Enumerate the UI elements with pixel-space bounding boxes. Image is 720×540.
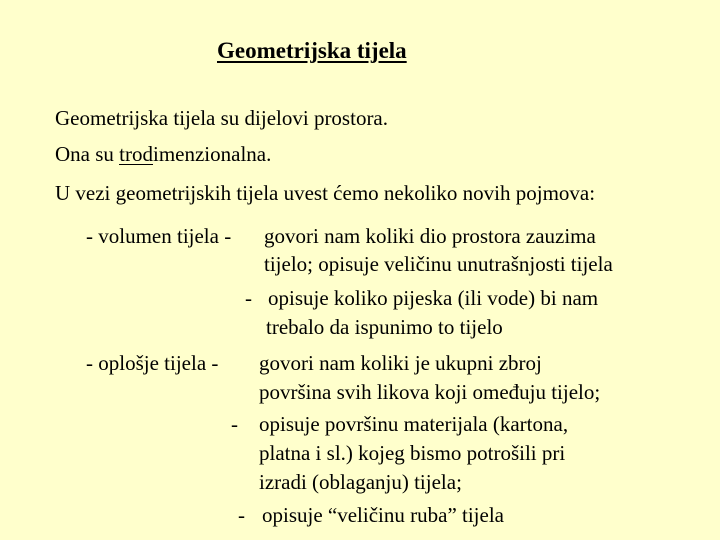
volumen-definition-2-line-1: opisuje koliko pijeska (ili vode) bi nam bbox=[268, 286, 599, 310]
volumen-definition-1-line-2: tijelo; opisuje veličinu unutrašnjosti tijela bbox=[264, 252, 613, 276]
intro-line-2 bbox=[55, 142, 271, 167]
volumen-definition-2-dash: - bbox=[245, 286, 252, 310]
oplosje-definition-2-line-3: izradi (oblaganju) tijela; bbox=[259, 470, 462, 494]
oplosje-definition-1-line-2: površina svih likova koji omeđuju tijelo; bbox=[259, 380, 601, 404]
oplosje-definition-1-line-1: govori nam koliki je ukupni zbroj bbox=[259, 351, 542, 375]
page-title: Geometrijska tijela bbox=[217, 38, 407, 63]
lead-text: U vezi geometrijskih tijela uvest ćemo nekoliko novih pojmova: bbox=[55, 181, 596, 205]
volumen-definition-2-line-2: trebalo da ispunimo to tijelo bbox=[266, 315, 503, 339]
volumen-label: - volumen tijela - bbox=[86, 224, 232, 248]
volumen-definition-1-line-1: govori nam koliki dio prostora zauzima bbox=[264, 224, 596, 248]
oplosje-definition-2-line-2: platna i sl.) kojeg bismo potrošili pri bbox=[259, 441, 566, 465]
fill-in-blank: tro bbox=[119, 142, 143, 166]
oplosje-definition-2-dash: - bbox=[231, 412, 238, 436]
intro-line-1: Geometrijska tijela su dijelovi prostora. bbox=[55, 106, 389, 130]
intro-line-2-suffix: dimenzionalna. bbox=[142, 142, 272, 166]
intro-line-2-prefix: Ona su bbox=[55, 142, 120, 166]
oplosje-label: - oplošje tijela - bbox=[86, 351, 219, 375]
oplosje-definition-2-line-1: opisuje površinu materijala (kartona, bbox=[259, 412, 569, 436]
oplosje-definition-3-line-1: opisuje “veličinu ruba” tijela bbox=[262, 503, 504, 527]
oplosje-definition-3-dash: - bbox=[238, 503, 245, 527]
